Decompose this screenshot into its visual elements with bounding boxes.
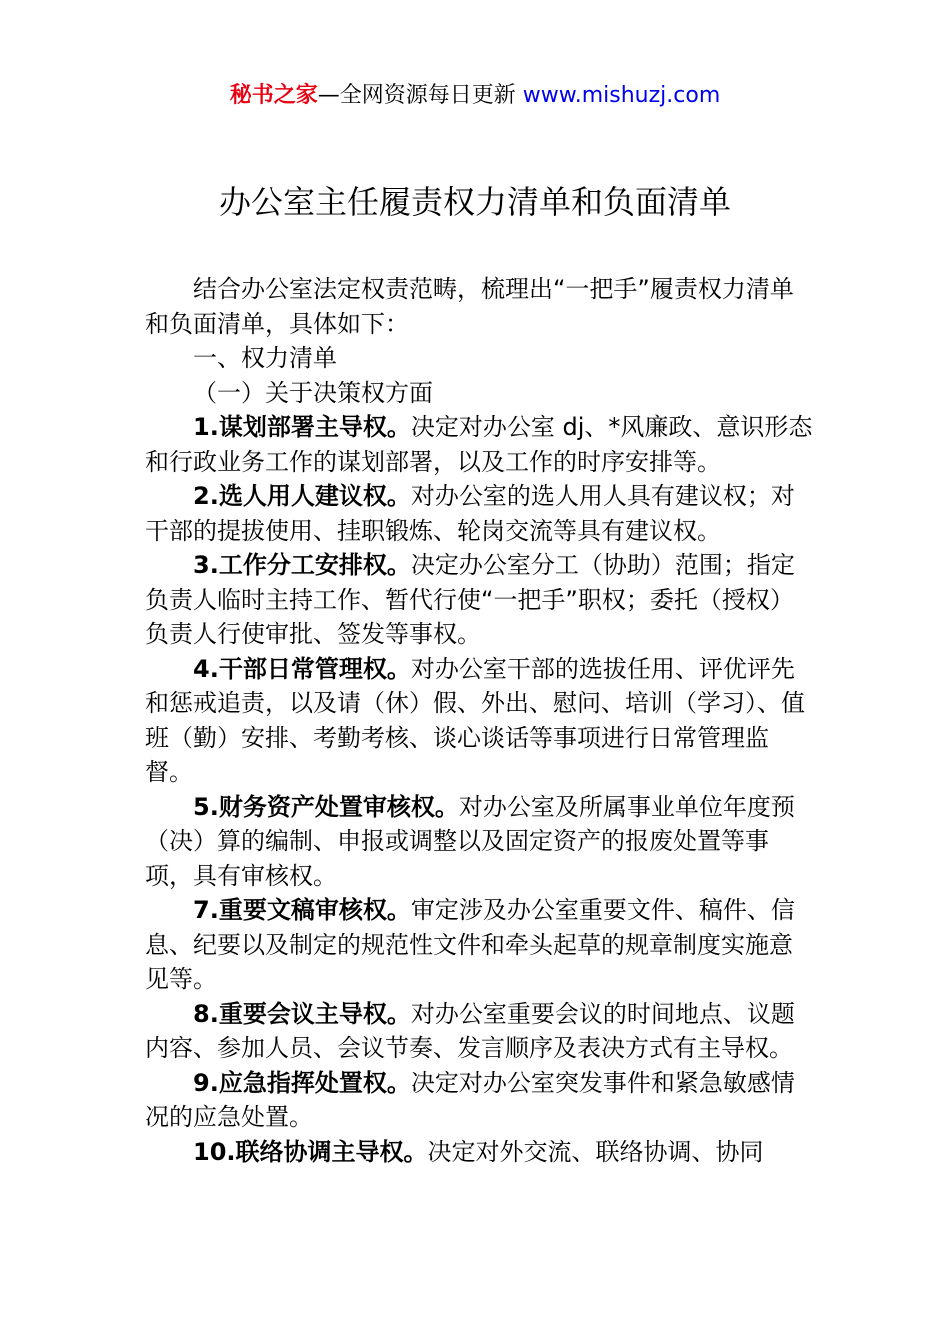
item-text: 对办公室干部的选拔任用、评优评先和惩戒追责，以及请（休）假、外出、慰问、培训（学习）、值班（勤）安排、考勤考核、谈心谈话等事项进行日常管理监督。	[145, 654, 805, 786]
item-heading: 谋划部署主导权。	[218, 413, 411, 441]
list-item	[145, 410, 815, 479]
item-heading: 应急指挥处置权。	[218, 1068, 411, 1097]
item-number: 9.	[193, 1068, 219, 1097]
header-tagline: —全网资源每日更新	[317, 83, 523, 108]
section-heading: 一、权力清单	[193, 344, 337, 372]
list-item	[145, 1066, 815, 1135]
list-item	[145, 548, 815, 652]
list-item	[145, 652, 815, 790]
item-heading: 联络协调主导权。	[235, 1137, 428, 1166]
item-text: 决定对外交流、联络协调、协同	[427, 1137, 764, 1166]
item-number: 3.	[193, 551, 219, 579]
site-url-link[interactable]: www.mishuzj.com	[522, 83, 721, 108]
site-header	[0, 80, 950, 112]
item-text: 对办公室重要会议的时间地点、议题内容、参加人员、会议节奏、发言顺序及表决方式有主导权。	[145, 999, 795, 1062]
item-text: 决定对办公室 dj、*风廉政、意识形态和行政业务工作的谋划部署，以及工作的时序安排等。	[145, 413, 813, 476]
item-number: 1.	[193, 413, 219, 441]
document-title: 办公室主任履责权力清单和负面清单	[218, 183, 731, 221]
item-number: 8.	[193, 999, 219, 1028]
item-number: 5.	[193, 792, 219, 821]
item-heading: 干部日常管理权。	[218, 654, 411, 683]
item-number: 10.	[193, 1137, 236, 1166]
item-text: 审定涉及办公室重要文件、稿件、信息、纪要以及制定的规范性文件和牵头起草的规章制度实施意见等。	[145, 896, 795, 993]
list-item	[145, 997, 815, 1066]
item-heading: 财务资产处置审核权。	[218, 792, 459, 821]
list-item	[145, 1135, 815, 1170]
item-heading: 选人用人建议权。	[218, 482, 411, 510]
item-heading: 重要会议主导权。	[218, 999, 411, 1028]
item-heading: 重要文稿审核权。	[218, 896, 411, 924]
list-item	[145, 479, 815, 548]
list-item	[145, 790, 815, 894]
subsection-heading: （一）关于决策权方面	[193, 378, 433, 407]
item-number: 4.	[193, 654, 219, 683]
item-text: 决定办公室分工（协助）范围；指定负责人临时主持工作、暂代行使“一把手”职权；委托（授权）负责人行使审批、签发等事权。	[145, 551, 795, 648]
item-number: 7.	[193, 896, 219, 924]
item-text: 对办公室的选人用人具有建议权；对干部的提拔使用、挂职锻炼、轮岗交流等具有建议权。	[145, 482, 795, 545]
item-text: 决定对办公室突发事件和紧急敏感情况的应急处置。	[145, 1068, 795, 1131]
document-body	[145, 272, 815, 1169]
intro-paragraph: 结合办公室法定权责范畴，梳理出“一把手”履责权力清单和负面清单，具体如下：	[145, 275, 794, 338]
item-text: 对办公室及所属事业单位年度预（决）算的编制、申报或调整以及固定资产的报废处置等事项，具有审核权。	[145, 792, 795, 890]
item-number: 2.	[193, 482, 219, 510]
list-item	[145, 893, 815, 997]
brand-name: 秘书之家	[229, 83, 318, 108]
item-heading: 工作分工安排权。	[218, 551, 411, 579]
